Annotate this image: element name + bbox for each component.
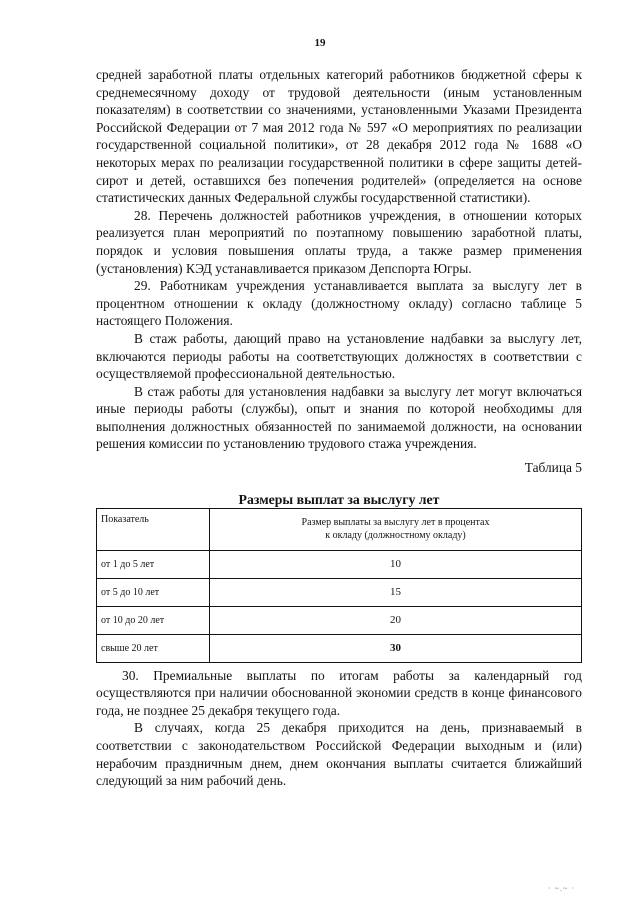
header-payment-size: [210, 508, 582, 550]
header-indicator: Показатель: [97, 508, 210, 550]
paragraph-seniority-other: В стаж работы для установления надбавки за выслугу лет могут включаться иные периоды работы (службы), опыт и знания по которой необходимы для выполнения должностных обязанностей по занимаемой должности, на основании решения комиссии по установлению трудового стажа учреждения.: [96, 383, 582, 452]
paragraph-holiday-rule: В случаях, когда 25 декабря приходится на день, признаваемый в соответствии с законодательством Российской Федерации выходным и (или) нерабочим праздничным днем, днем окончания выплаты считается ближайший следующий за ним рабочий день.: [96, 720, 582, 789]
header-payment-size-line1: Размер выплаты за выслугу лет в процентах: [301, 517, 490, 529]
scan-mark: · ~.~ ·: [548, 884, 575, 893]
table-row: [97, 550, 582, 578]
page-number: 19: [314, 37, 326, 49]
table-header-row: [97, 508, 582, 550]
paragraph-29: 29. Работникам учреждения устанавливается выплата за выслугу лет в процентном отношении к окладу (должностному окладу) согласно таблице 5 настоящего Положения.: [96, 278, 582, 329]
table-row: [97, 634, 582, 662]
row-value: 30: [210, 634, 582, 662]
table-label: Таблица 5: [524, 460, 582, 476]
table-title: Размеры выплат за выслугу лет: [238, 491, 440, 507]
paragraph-28: 28. Перечень должностей работников учреждения, в отношении которых реализуется план мероприятий по поэтапному повышению заработной платы, порядок и условия повышения оплаты труда, а также размер применения (установления) КЭД устанавливается приказом Депспорта Югры.: [96, 207, 582, 276]
row-indicator: свыше 20 лет: [97, 634, 210, 662]
paragraph-continuation: средней заработной платы отдельных категорий работников бюджетной сферы к среднемесячному доходу от трудовой деятельности (иным установленным показателям) в соответствии со значениями, установленными Указами Президента Российской Федерации от 7 мая 2012 года № 597 «О мероприятиях по реализации государственной социальной политики», от 28 декабря 2012 года № 1688 «О некоторых мерах по реализации государственной политики в сфере защиты детей-сирот и детей, оставшихся без попечения родителей» (определяется на основе статистических данных Федеральной службы государственной статистики).: [96, 67, 582, 206]
table-row: [97, 578, 582, 606]
document-body: [96, 66, 582, 790]
header-payment-size-line2: к окладу (должностному окладу): [325, 530, 466, 542]
paragraph-seniority-periods: В стаж работы, дающий право на установление надбавки за выслугу лет, включаются периоды работы на соответствующих должностях в соответствии с осуществляемой профессиональной деятельностью.: [96, 330, 582, 382]
paragraph-30: 30. Премиальные выплаты по итогам работы за календарный год осуществляются при наличии обоснованной экономии средств в конце финансового года, не позднее 25 декабря текущего года.: [96, 667, 582, 718]
row-value: 10: [210, 550, 582, 578]
row-indicator: от 5 до 10 лет: [97, 578, 210, 606]
row-value: 20: [210, 606, 582, 634]
row-value: 15: [210, 578, 582, 606]
seniority-pay-table: [96, 508, 582, 663]
row-indicator: от 1 до 5 лет: [97, 550, 210, 578]
table-row: [97, 606, 582, 634]
row-indicator: от 10 до 20 лет: [97, 606, 210, 634]
